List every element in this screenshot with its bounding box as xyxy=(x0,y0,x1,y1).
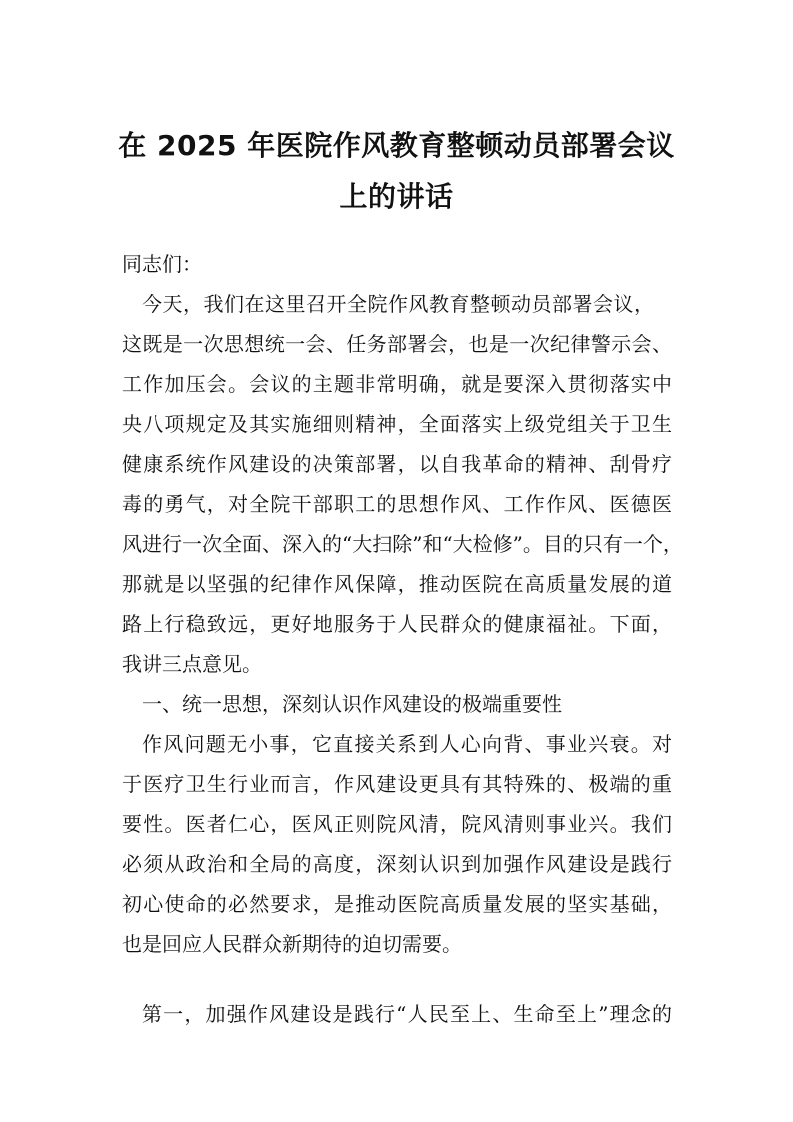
paragraph-line: 于医疗卫生行业而言，作风建设更具有其特殊的、极端的重 xyxy=(122,772,672,796)
paragraph-line: 初心使命的必然要求，是推动医院高质量发展的坚实基础， xyxy=(122,892,672,916)
salutation: 同志们： xyxy=(122,252,202,276)
section-heading: 一、统一思想，深刻认识作风建设的极端重要性 xyxy=(142,692,562,716)
paragraph-line: 路上行稳致远，更好地服务于人民群众的健康福祉。下面， xyxy=(122,612,672,636)
paragraph-line: 我讲三点意见。 xyxy=(122,652,262,676)
paragraph-line: 必须从政治和全局的高度，深刻认识到加强作风建设是践行 xyxy=(122,852,672,876)
document-title-line-2: 上的讲话 xyxy=(339,180,454,213)
paragraph-line: 要性。医者仁心，医风正则院风清，院风清则事业兴。我们 xyxy=(122,812,672,836)
paragraph-line: 也是回应人民群众新期待的迫切需要。 xyxy=(122,932,462,956)
paragraph-line: 那就是以坚强的纪律作风保障，推动医院在高质量发展的道 xyxy=(122,572,672,596)
document-title-line-1: 在 2025 年医院作风教育整顿动员部署会议 xyxy=(118,129,675,162)
paragraph-line: 作风问题无小事，它直接关系到人心向背、事业兴衰。对 xyxy=(142,732,672,756)
paragraph-line: 健康系统作风建设的决策部署，以自我革命的精神、刮骨疗 xyxy=(122,452,672,476)
paragraph-line: 这既是一次思想统一会、任务部署会，也是一次纪律警示会、 xyxy=(122,332,672,356)
paragraph-line: 风进行一次全面、深入的“大扫除”和“大检修”。目的只有一个， xyxy=(122,532,683,556)
paragraph-line: 工作加压会。会议的主题非常明确，就是要深入贯彻落实中 xyxy=(122,372,672,396)
paragraph-line: 今天，我们在这里召开全院作风教育整顿动员部署会议， xyxy=(142,292,654,316)
paragraph-line: 毒的勇气，对全院干部职工的思想作风、工作作风、医德医 xyxy=(122,492,672,516)
paragraph-line: 第一，加强作风建设是践行“人民至上、生命至上”理念的 xyxy=(142,1002,672,1026)
paragraph-line: 央八项规定及其实施细则精神，全面落实上级党组关于卫生 xyxy=(122,412,672,436)
